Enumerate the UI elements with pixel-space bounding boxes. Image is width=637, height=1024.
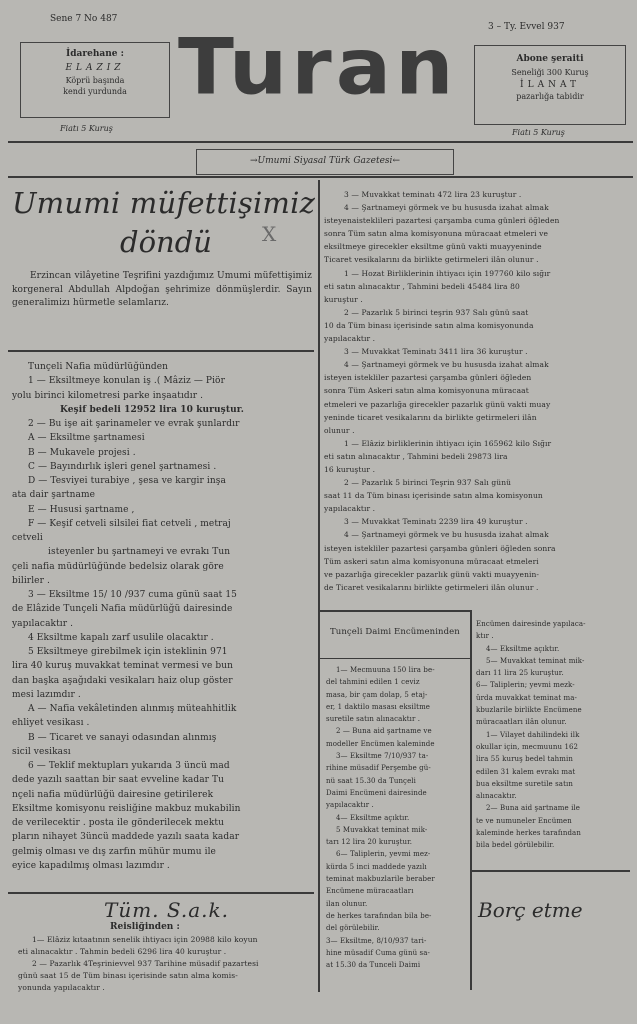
right-line: Tüm askeri satın alma komisyonuna müracaat etmeleri <box>324 556 539 566</box>
encumen-line: kürda 5 inci maddede yazılı <box>326 862 427 871</box>
right-line: 1 — Hozat Birliklerinin ihtiyacı için 197760 kilo sığır <box>344 268 551 278</box>
encumen-rule <box>320 610 470 612</box>
tum-sak-head: Tüm. S.a.k. <box>104 898 230 922</box>
encumen-right-line: 4— Eksiltme açıktır. <box>486 644 560 653</box>
left-line: C — Bayındırlık işleri genel şartnamesi . <box>28 461 217 472</box>
encumen-line: masa, bir çam dolap, 5 etaj- <box>326 690 428 699</box>
left-line: bilirler . <box>12 575 50 586</box>
left-line: Tunçeli Nafia müdürlüğünden <box>28 362 169 372</box>
left-line: ata dair şartname <box>12 490 96 501</box>
tum-sak-line: günü saat 15 de Tüm binası içerisinde satın alma komis- <box>18 971 238 980</box>
encumen-line: suretile satın alınacaktır . <box>326 715 421 724</box>
left-line: eyice kapadılmış olması lazımdır . <box>12 860 170 871</box>
office-line-2: Köprü başında <box>65 76 125 85</box>
encumen-right-line: ktır . <box>476 632 494 641</box>
lead-body: Erzincan vilâyetine Teşrifini yazdığımız Umumi müfettişimiz korgeneral Abdullah Alpdoğan şehrimize dönmüşlerdir. Sayın generalimizı hürmetle selamlarız. <box>12 271 312 308</box>
masthead-rule-bottom <box>8 176 633 178</box>
left-line: de verilecektir . posta ile gönderilecek mektu <box>12 818 224 828</box>
right-line: de Ticaret vesikalarını birlikte getirmeleri ilân olunur . <box>324 582 539 592</box>
encumen-line: yapılacaktır . <box>326 801 374 810</box>
left-line: mesi lazımdır . <box>12 689 81 700</box>
encumen-right-line: bila bedel görülebilir. <box>476 841 555 850</box>
encumen-line: 4— Eksiltme açıktır. <box>336 813 410 822</box>
tum-sak-line: 2 — Pazarlık 4Teşrinievvel 937 Tarihine müsadif pazartesi <box>32 959 259 968</box>
encumen-right-line: 6— Taliplerin; yevmi mezk- <box>476 681 575 690</box>
right-line: yeninde ticaret vesikalarını da birlikte getirmeleri ilân <box>324 412 537 422</box>
left-line: B — Ticaret ve sanayi odasından alınmış <box>28 732 217 743</box>
office-line-1: ELAZIZ <box>65 63 125 73</box>
left-line: F — Keşif cetveli silsilei fiat cetveli , metraj <box>28 518 231 529</box>
newspaper-title: Turan <box>178 22 458 113</box>
encumen-right-line: alınacaktır. <box>476 792 517 801</box>
office-line-3: kendi yurdunda <box>63 87 127 96</box>
encumen-right-line: 1— Vilayet dahilindeki ilk <box>486 730 580 739</box>
left-line: gelmiş olması ve dış zarfın mühür mumu ile <box>12 846 216 857</box>
left-line: yolu birinci kilometresi parke inşaatıdır . <box>12 390 204 401</box>
right-line: Ticaret vesikalarını da birlikte getirmeleri ilân olunur . <box>324 255 539 265</box>
encumen-line: at 15.30 da Tunceli Daimi <box>326 961 421 970</box>
left-line: 1 — Eksiltmeye konulan iş .( Mâziz — Piör <box>28 376 225 387</box>
right-line: 4 — Şartnameyi görmek ve bu hususda izahat almak <box>344 360 549 370</box>
encumen-right-line: okullar için, mecmuunu 162 <box>476 742 579 751</box>
right-line: yapılacaktır . <box>324 504 376 514</box>
tum-sak-line: 1— Elâziz kıtaatının senelik ihtiyacı için 20988 kilo koyun <box>32 935 258 944</box>
encumen-mid <box>326 664 468 971</box>
issue-date: 3 – Ty. Evvel 937 <box>488 22 565 32</box>
lead-headline-2: döndü <box>120 225 212 259</box>
encumen-right-line: edilen 31 kalem evrakı mat <box>476 767 576 776</box>
left-line: sicil vesikası <box>12 746 71 757</box>
left-line: E — Hususi şartname , <box>28 504 135 515</box>
encumen-line: hine müsadif Cuma günü sa- <box>326 948 430 957</box>
right-line: yapılacaktır . <box>324 334 376 344</box>
masthead-rule <box>8 141 633 143</box>
encumen-divider <box>470 610 472 990</box>
tum-sak-sub: Reisliğinden : <box>110 922 180 932</box>
subscription-line-3: pazarlığa tabidir <box>516 92 584 101</box>
right-line: eti satın alınacaktır , Tahmini bedeli 45484 lira 80 <box>324 281 520 291</box>
left-line: Eksiltme komisyonu reisliğine makbuz mukabilin <box>12 803 241 814</box>
right-line: eksiltmeye girecekler eksiltme günü vakti muayyeninde <box>324 242 542 252</box>
encumen-line: 1— Mecmuuna 150 lira be- <box>336 666 435 674</box>
left-line: de Elâzide Tunçeli Nafia müdürlüğü dairesinde <box>12 604 233 615</box>
left-line: yapılacaktır . <box>12 618 74 629</box>
right-line: 4 — Şartnameyi görmek ve bu hususda izahat almak <box>344 203 549 213</box>
tum-sak-line: yonunda yapılacaktır . <box>18 983 105 992</box>
subtitle-box <box>196 149 454 175</box>
encumen-line: Encümene müracaatları <box>326 887 414 896</box>
pen-mark: X <box>262 222 277 246</box>
borc-head: Borç etme <box>478 898 583 922</box>
right-line: 10 da Tüm binası içerisinde satın alma komisyonunda <box>324 320 534 330</box>
left-line: 4 Eksiltme kapalı zarf usulile olacaktır . <box>28 632 214 643</box>
right-line: isteyen istekliler pazartesi çarşamba günleri öğleden <box>324 373 532 383</box>
encumen-line: tarı 12 lira 20 kuruştur. <box>326 838 413 847</box>
right-line: 2 — Pazarlık 5 birinci Teşrin 937 Salı günü <box>344 478 512 488</box>
tunceli-nafia-notice <box>12 360 314 873</box>
right-line: isteyenaisteklileri pazartesi çarşamba cuma günleri öğleden <box>324 216 560 226</box>
tum-sak-line: eti alınacaktır . Tahmin bedeli 6296 lira 40 kuruştur . <box>18 947 227 956</box>
subscription-head: Abone şeraiti <box>516 54 584 64</box>
issue-number: Sene 7 No 487 <box>50 14 118 24</box>
encumen-right <box>476 618 626 852</box>
left-line: Keşif bedeli 12952 lira 10 kuruştur. <box>60 404 244 415</box>
right-price: Fiatı 5 Kuruş <box>512 128 565 137</box>
lead-rule <box>8 350 314 352</box>
borc-rule <box>472 870 630 872</box>
subscription-line-2: İLANAT <box>520 80 580 90</box>
encumen-line: 6— Taliplerin, yevmi mez- <box>336 850 431 859</box>
military-tenders <box>324 188 628 594</box>
right-line: eti satın alınacaktır , Tahmini bedeli 29873 lira <box>324 451 508 461</box>
subscription-box <box>474 45 626 125</box>
encumen-line: del görülebilir. <box>326 924 380 933</box>
right-line: 3 — Muvakkat Teminatı 2239 lira 49 kuruştur . <box>344 517 528 527</box>
left-line: A — Nafia vekâletinden alınmış müteahhitlik <box>28 704 237 714</box>
left-line: 5 Eksiltmeye girebilmek için isteklinin 971 <box>28 647 228 657</box>
right-line: 1 — Elâziz birliklerinin ihtiyacı için 165962 kilo Sığır <box>344 438 552 448</box>
encumen-right-line: ûrda muvakkat teminat ma- <box>476 693 577 702</box>
left-line: cetveli <box>12 533 43 543</box>
right-line: ve pazarlığa girecekler pazarlık günü vakti muayyenin- <box>324 569 540 579</box>
encumen-right-line: 5— Muvakkat teminat mik- <box>486 656 585 665</box>
encumen-line: 2 — Buna aid şartname ve <box>336 727 432 736</box>
office-box <box>20 42 170 118</box>
left-line: 6 — Teklif mektupları yukarıda 3 üncü mad <box>28 761 230 771</box>
encumen-right-line: Encümen dairesinde yapılaca- <box>476 620 586 628</box>
right-line: 4 — Şartnameyi görmek ve bu hususda izahat almak <box>344 530 549 540</box>
left-line: nçeli nafia müdürlüğü dairesine getirilerek <box>12 789 214 800</box>
subtitle-text: Umumi Siyasal Türk Gazetesi <box>257 156 393 166</box>
lead-headline-1: Umumi müfettişimiz <box>12 186 316 220</box>
encumen-head: Tunçeli Daimi Encümeninden <box>330 627 460 637</box>
right-line: kuruştur . <box>324 294 363 304</box>
right-line: 16 kuruştur . <box>324 464 376 474</box>
encumen-line: er, 1 daktilo masası eksiltme <box>326 702 431 711</box>
column-divider <box>318 180 320 992</box>
right-line: etmeleri ve pazarlığa girecekler pazarlık günü vakti muay <box>324 399 551 409</box>
encumen-line: nü saat 15.30 da Tunçeli <box>326 776 416 785</box>
encumen-line: Daimi Encümeni dairesinde <box>326 788 427 797</box>
right-line: isteyen istekliler pazartesi çarşamba günleri öğleden sonra <box>324 543 556 553</box>
encumen-right-line: te ve numuneler Encümen <box>476 816 572 825</box>
left-line: lira 40 kuruş muvakkat teminat vermesi ve bun <box>12 661 234 672</box>
subtitle: →Umumi Siyasal Türk Gazetesi← <box>250 156 400 166</box>
encumen-right-line: bua eksiltme suretile satın <box>476 779 573 788</box>
encumen-head-rule <box>320 658 470 659</box>
left-line: A — Eksiltme şartnamesi <box>28 433 145 444</box>
encumen-line: teminat makbuzlarile beraber <box>326 875 435 884</box>
subscription-line-1: Seneliği 300 Kuruş <box>511 68 589 77</box>
encumen-line: modeller Encümen kaleminde <box>326 739 435 748</box>
left-line: 3 — Eksiltme 15/ 10 /937 cuma günü saat 15 <box>28 590 238 600</box>
right-line: olunur . <box>324 425 355 435</box>
encumen-line: 3— Eksiltme 7/10/937 ta- <box>336 752 429 761</box>
encumen-line: ilan olunur. <box>326 899 368 908</box>
encumen-line: rihine müsadif Perşembe gü- <box>326 764 431 773</box>
right-line: sonra Tüm satın alma komisyonuna müracaat etmeleri ve <box>324 229 548 239</box>
encumen-right-line: darı 11 lira 25 kuruştur. <box>476 669 564 678</box>
left-line: dede yazılı saattan bir saat evveline kadar Tu <box>12 775 225 786</box>
left-line: D — Tesviyei turabiye , şesa ve kargir inşa <box>28 476 226 486</box>
left-line: 2 — Bu işe ait şarinameler ve evrak şunlardır <box>28 419 240 429</box>
encumen-right-line: kaleminde herkes tarafından <box>476 829 581 838</box>
tum-sak-body <box>18 934 314 994</box>
left-line: B — Mukavele projesi . <box>28 447 136 458</box>
right-line: 2 — Pazarlık 5 birinci teşrin 937 Salı günü saat <box>344 307 529 317</box>
left-line: dan başka aşağıdaki vesikaları haiz olup göster <box>12 675 233 686</box>
right-line: saat 11 da Tüm binası içerisinde satın alma komisyonun <box>324 491 543 501</box>
left-line: çeli nafia müdürlüğünde bedelsiz olarak göre <box>12 561 224 572</box>
encumen-right-line: kbuzlarile birlikte Encümene <box>476 706 582 715</box>
encumen-right-line: müracaatları ilân olunur. <box>476 718 567 727</box>
right-line: 3 — Muvakkat teminatı 472 lira 23 kuruştur . <box>344 190 522 199</box>
left-line: ehliyet vesikası . <box>12 718 90 729</box>
encumen-line: de herkes tarafından bila be- <box>326 911 432 920</box>
left-bottom-rule <box>8 892 314 894</box>
left-price: Fiatı 5 Kuruş <box>60 124 113 133</box>
right-line: sonra Tüm Askeri satın alma komisyonuna müracaat <box>324 386 529 396</box>
encumen-right-line: 2— Buna aid şartname ile <box>486 804 580 813</box>
office-head: İdarehane : <box>66 49 124 59</box>
left-line: isteyenler bu şartnameyi ve evrakı Tun <box>48 547 231 558</box>
encumen-line: 5 Muvakkat teminat mik- <box>336 825 428 834</box>
encumen-line: del tahmini edilen 1 ceviz <box>326 678 420 687</box>
right-line: 3 — Muvakkat Teminatı 3411 lira 36 kuruştur . <box>344 347 528 357</box>
encumen-right-line: lira 55 kuruş bedel tahmin <box>476 755 573 764</box>
encumen-line: 3— Eksiltme, 8/10/937 tari- <box>326 936 427 945</box>
left-line: pların nihayet 3üncü maddede yazılı saata kadar <box>12 832 240 843</box>
